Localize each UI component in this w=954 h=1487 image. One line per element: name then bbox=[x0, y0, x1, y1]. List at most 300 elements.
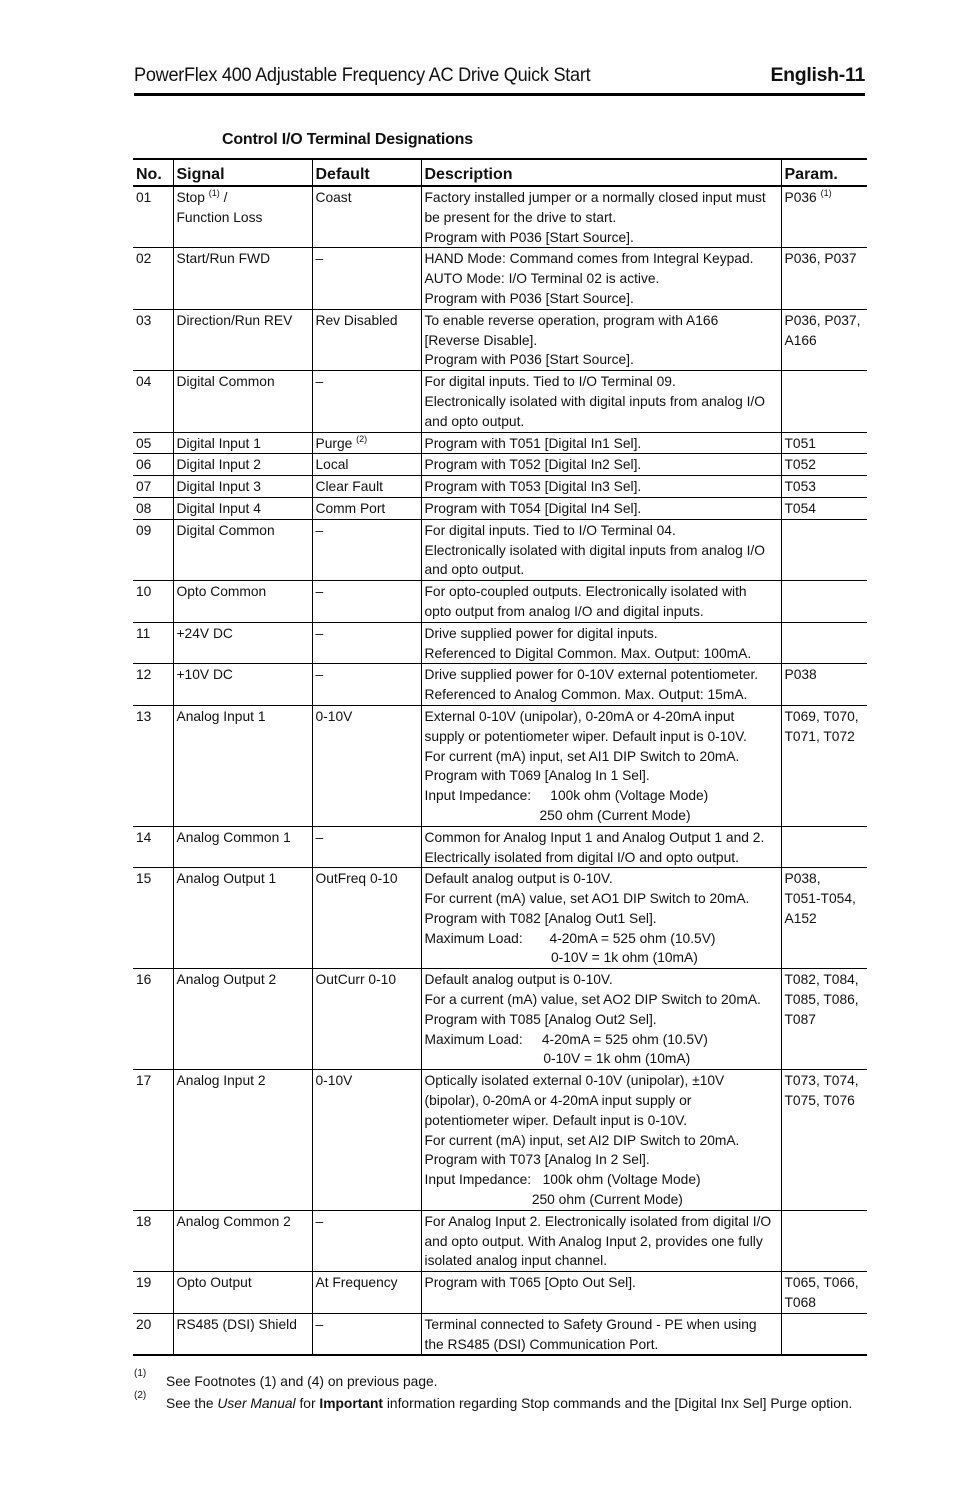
default-cell bbox=[312, 868, 421, 969]
default-text: – bbox=[315, 1316, 324, 1332]
terminal-number bbox=[133, 248, 173, 309]
footnote-1 bbox=[134, 1370, 874, 1392]
terminal-number bbox=[133, 581, 173, 623]
terminal-number-text: 14 bbox=[136, 829, 152, 845]
column-header-param: Param. bbox=[781, 159, 867, 186]
param-line bbox=[785, 1010, 865, 1030]
description-line: [Reverse Disable]. bbox=[424, 332, 538, 348]
terminal-number-text: 03 bbox=[136, 312, 152, 328]
signal-line bbox=[177, 249, 309, 269]
terminal-number bbox=[133, 454, 173, 476]
description-cell bbox=[421, 705, 781, 826]
signal-line bbox=[177, 521, 309, 541]
description-line: and opto output. With Analog Input 2, provides one fully bbox=[424, 1233, 763, 1249]
signal-text: Analog Input 1 bbox=[176, 708, 266, 724]
terminal-number-text: 01 bbox=[136, 190, 152, 205]
footnote-text-part: for bbox=[295, 1396, 320, 1411]
table-row bbox=[133, 705, 867, 826]
description-line: Drive supplied power for digital inputs. bbox=[424, 625, 658, 641]
signal-text: Analog Common 2 bbox=[176, 1213, 291, 1229]
description-line: isolated analog input channel. bbox=[424, 1253, 608, 1269]
description-line: Program with P036 [Start Source]. bbox=[424, 352, 634, 368]
default-text: Comm Port bbox=[315, 500, 386, 516]
table-title: Control I/O Terminal Designations bbox=[222, 131, 473, 148]
signal-line bbox=[177, 477, 309, 497]
terminal-number-text: 11 bbox=[136, 625, 151, 641]
table-row bbox=[133, 664, 867, 706]
param-cell bbox=[781, 476, 867, 498]
param-cell bbox=[781, 705, 867, 826]
default-cell bbox=[312, 705, 421, 826]
description-line: Electrically isolated from digital I/O and opto output. bbox=[424, 849, 739, 865]
param-line bbox=[785, 1293, 865, 1313]
default-text: – bbox=[315, 1213, 324, 1229]
description-cell bbox=[421, 868, 781, 969]
description-cell bbox=[421, 248, 781, 309]
param-cell bbox=[781, 497, 867, 519]
terminal-number bbox=[133, 309, 173, 370]
signal-text: Digital Common bbox=[176, 374, 275, 390]
param-line bbox=[785, 477, 865, 497]
param-cell bbox=[781, 519, 867, 580]
param-cell bbox=[781, 432, 867, 454]
footnote-ref: (1) bbox=[820, 188, 832, 198]
description-cell bbox=[421, 1070, 781, 1211]
signal-suffix: / bbox=[219, 190, 228, 205]
param-cell bbox=[781, 581, 867, 623]
signal-text: Digital Input 4 bbox=[176, 500, 261, 516]
description-line: and opto output. bbox=[424, 413, 525, 429]
signal-cell bbox=[173, 581, 312, 623]
param-line bbox=[785, 970, 865, 990]
description-line: Program with T052 [Digital In2 Sel]. bbox=[424, 457, 642, 473]
default-text: Rev Disabled bbox=[315, 312, 398, 328]
param-line bbox=[785, 311, 865, 331]
table-row bbox=[133, 309, 867, 370]
param-text: T052 bbox=[784, 457, 816, 473]
signal-text: Analog Common 1 bbox=[176, 829, 291, 845]
footnote-2 bbox=[134, 1392, 874, 1414]
description-line: Program with T054 [Digital In4 Sel]. bbox=[424, 500, 642, 516]
signal-text: Start/Run FWD bbox=[176, 251, 271, 267]
table-row bbox=[133, 969, 867, 1070]
signal-cell bbox=[173, 497, 312, 519]
param-cell bbox=[781, 1313, 867, 1355]
default-cell bbox=[312, 664, 421, 706]
description-line: For digital inputs. Tied to I/O Terminal 04. bbox=[424, 522, 676, 538]
signal-text: Analog Output 1 bbox=[176, 871, 277, 887]
description-line: Input Impedance: 100k ohm (Voltage Mode) bbox=[424, 1172, 701, 1188]
terminal-number-text: 09 bbox=[136, 522, 152, 538]
signal-cell bbox=[173, 371, 312, 432]
description-cell bbox=[421, 664, 781, 706]
param-line bbox=[785, 499, 865, 519]
signal-cell bbox=[173, 868, 312, 969]
terminal-designations-table bbox=[133, 158, 867, 1356]
description-line: For current (mA) input, set AI2 DIP Switch to 20mA. bbox=[424, 1132, 740, 1148]
description-cell bbox=[421, 826, 781, 868]
description-line: Default analog output is 0-10V. bbox=[424, 871, 613, 887]
param-cell bbox=[781, 309, 867, 370]
signal-line bbox=[177, 434, 309, 454]
description-cell bbox=[421, 1313, 781, 1355]
default-text: Coast bbox=[315, 190, 352, 205]
page-header bbox=[134, 58, 865, 96]
table-row bbox=[133, 1313, 867, 1355]
signal-line bbox=[177, 707, 309, 727]
document-title: PowerFlex 400 Adjustable Frequency AC Drive Quick Start bbox=[134, 64, 591, 86]
default-text: OutFreq 0-10 bbox=[315, 871, 398, 887]
default-cell bbox=[312, 826, 421, 868]
default-text: Clear Fault bbox=[315, 479, 383, 495]
signal-line bbox=[177, 188, 309, 208]
terminal-number-text: 02 bbox=[136, 251, 152, 267]
terminal-number bbox=[133, 432, 173, 454]
table-row bbox=[133, 1210, 867, 1271]
description-cell bbox=[421, 371, 781, 432]
param-line bbox=[785, 331, 865, 351]
terminal-number bbox=[133, 497, 173, 519]
terminal-number-text: 10 bbox=[136, 584, 152, 600]
description-line: Maximum Load: 4-20mA = 525 ohm (10.5V) bbox=[424, 1031, 708, 1047]
param-line bbox=[785, 727, 865, 747]
terminal-number bbox=[133, 476, 173, 498]
column-header-description: Description bbox=[421, 159, 781, 186]
param-text: T071, T072 bbox=[784, 728, 855, 744]
param-text: T073, T074, bbox=[784, 1073, 859, 1089]
table-body bbox=[133, 186, 867, 1355]
param-line bbox=[785, 1091, 865, 1111]
description-line: 0-10V = 1k ohm (10mA) bbox=[424, 1051, 691, 1067]
default-cell bbox=[312, 432, 421, 454]
terminal-number bbox=[133, 868, 173, 969]
description-cell bbox=[421, 476, 781, 498]
default-cell bbox=[312, 622, 421, 664]
param-text: T069, T070, bbox=[784, 708, 859, 724]
param-line bbox=[785, 990, 865, 1010]
terminal-number-text: 18 bbox=[136, 1213, 152, 1229]
column-header-default: Default bbox=[312, 159, 421, 186]
description-line: For current (mA) input, set AI1 DIP Switch to 20mA. bbox=[424, 748, 740, 764]
description-line: For digital inputs. Tied to I/O Terminal 09. bbox=[424, 374, 676, 390]
description-line: 250 ohm (Current Mode) bbox=[424, 807, 691, 823]
important-label: Important bbox=[319, 1396, 384, 1411]
description-line: Program with T069 [Analog In 1 Sel]. bbox=[424, 768, 650, 784]
description-cell bbox=[421, 432, 781, 454]
param-cell bbox=[781, 1070, 867, 1211]
terminal-number-text: 20 bbox=[136, 1316, 152, 1332]
description-line: Program with P036 [Start Source]. bbox=[424, 290, 634, 306]
param-cell bbox=[781, 1210, 867, 1271]
param-text: T075, T076 bbox=[784, 1093, 855, 1109]
terminal-number-text: 04 bbox=[136, 374, 152, 390]
description-line: For opto-coupled outputs. Electronically isolated with bbox=[424, 584, 747, 600]
default-cell bbox=[312, 1210, 421, 1271]
param-text: T085, T086, bbox=[784, 992, 859, 1008]
default-text: – bbox=[315, 584, 324, 600]
description-line: Program with T065 [Opto Out Sel]. bbox=[424, 1275, 636, 1291]
description-line: Program with T051 [Digital In1 Sel]. bbox=[424, 435, 642, 451]
description-line: Electronically isolated with digital inputs from analog I/O bbox=[424, 393, 765, 409]
param-line bbox=[785, 869, 865, 889]
param-text: P036 bbox=[784, 190, 817, 205]
param-text: T051-T054, bbox=[784, 891, 856, 907]
param-text: T065, T066, bbox=[784, 1275, 859, 1291]
default-text: – bbox=[315, 251, 324, 267]
description-line: and opto output. bbox=[424, 562, 525, 578]
default-text: – bbox=[315, 625, 324, 641]
default-cell bbox=[312, 519, 421, 580]
signal-line bbox=[177, 624, 309, 644]
signal-cell bbox=[173, 476, 312, 498]
terminal-number-text: 07 bbox=[136, 479, 152, 495]
table-row bbox=[133, 432, 867, 454]
signal-cell bbox=[173, 705, 312, 826]
terminal-number bbox=[133, 519, 173, 580]
default-text: Local bbox=[315, 457, 349, 473]
signal-line bbox=[177, 970, 309, 990]
description-line: Factory installed jumper or a normally closed input must bbox=[424, 190, 766, 205]
table-row bbox=[133, 622, 867, 664]
param-cell bbox=[781, 622, 867, 664]
param-line bbox=[785, 1273, 865, 1293]
signal-text: Analog Output 2 bbox=[176, 972, 277, 988]
signal-text: Direction/Run REV bbox=[176, 312, 293, 328]
signal-text: Opto Output bbox=[176, 1275, 252, 1291]
signal-line bbox=[177, 828, 309, 848]
param-text: A152 bbox=[784, 910, 817, 926]
default-cell bbox=[312, 454, 421, 476]
signal-text: Digital Input 3 bbox=[176, 479, 261, 495]
param-text: P038 bbox=[784, 667, 817, 683]
footnotes bbox=[134, 1370, 874, 1414]
param-line bbox=[785, 707, 865, 727]
param-cell bbox=[781, 186, 867, 248]
signal-cell bbox=[173, 664, 312, 706]
description-line: Input Impedance: 100k ohm (Voltage Mode) bbox=[424, 788, 709, 804]
default-text: 0-10V bbox=[315, 1073, 353, 1089]
description-line: For a current (mA) value, set AO2 DIP Switch to 20mA. bbox=[424, 992, 761, 1008]
signal-line bbox=[177, 1212, 309, 1232]
description-cell bbox=[421, 309, 781, 370]
description-line: Referenced to Digital Common. Max. Output: 100mA. bbox=[424, 645, 752, 661]
table-row bbox=[133, 454, 867, 476]
terminal-number-text: 08 bbox=[136, 500, 152, 516]
page-number: English-11 bbox=[770, 64, 865, 86]
table-row bbox=[133, 186, 867, 248]
terminal-number-text: 05 bbox=[136, 435, 152, 451]
description-cell bbox=[421, 497, 781, 519]
signal-line bbox=[177, 372, 309, 392]
param-cell bbox=[781, 248, 867, 309]
table-row bbox=[133, 371, 867, 432]
description-cell bbox=[421, 454, 781, 476]
param-cell bbox=[781, 371, 867, 432]
description-line: Program with T085 [Analog Out2 Sel]. bbox=[424, 1011, 657, 1027]
table-row bbox=[133, 868, 867, 969]
description-line: Maximum Load: 4-20mA = 525 ohm (10.5V) bbox=[424, 930, 716, 946]
signal-text: Function Loss bbox=[176, 209, 263, 225]
description-line: For current (mA) value, set AO1 DIP Switch to 20mA. bbox=[424, 891, 750, 907]
default-text: – bbox=[315, 829, 324, 845]
description-line: Program with T073 [Analog In 2 Sel]. bbox=[424, 1152, 650, 1168]
description-cell bbox=[421, 519, 781, 580]
description-line: Electronically isolated with digital inputs from analog I/O bbox=[424, 542, 765, 558]
table-row bbox=[133, 497, 867, 519]
signal-cell bbox=[173, 1313, 312, 1355]
signal-text: Digital Input 2 bbox=[176, 457, 261, 473]
default-cell bbox=[312, 248, 421, 309]
param-line bbox=[785, 665, 865, 685]
description-cell bbox=[421, 1272, 781, 1314]
default-cell bbox=[312, 476, 421, 498]
default-text: – bbox=[315, 374, 324, 390]
signal-line bbox=[177, 208, 309, 228]
signal-cell bbox=[173, 1210, 312, 1271]
terminal-number-text: 12 bbox=[136, 667, 152, 683]
param-text: P038, bbox=[784, 871, 821, 887]
description-line: be present for the drive to start. bbox=[424, 209, 617, 225]
terminal-number bbox=[133, 664, 173, 706]
terminal-number bbox=[133, 826, 173, 868]
default-text: Purge bbox=[315, 435, 353, 451]
description-cell bbox=[421, 969, 781, 1070]
description-line: Optically isolated external 0-10V (unipolar), ±10V bbox=[424, 1073, 725, 1089]
description-line: For Analog Input 2. Electronically isolated from digital I/O bbox=[424, 1213, 772, 1229]
table-row bbox=[133, 1272, 867, 1314]
signal-line bbox=[177, 582, 309, 602]
description-line: Referenced to Analog Common. Max. Output: 15mA. bbox=[424, 687, 748, 703]
signal-cell bbox=[173, 309, 312, 370]
terminal-number-text: 13 bbox=[136, 708, 152, 724]
terminal-number bbox=[133, 1272, 173, 1314]
default-cell bbox=[312, 1272, 421, 1314]
description-line: opto output from analog I/O and digital inputs. bbox=[424, 603, 704, 619]
table-row bbox=[133, 1070, 867, 1211]
param-line bbox=[785, 434, 865, 454]
signal-text: Analog Input 2 bbox=[176, 1073, 266, 1089]
description-cell bbox=[421, 622, 781, 664]
param-text: T068 bbox=[784, 1295, 816, 1311]
terminal-number-text: 16 bbox=[136, 972, 152, 988]
terminal-number-text: 15 bbox=[136, 871, 152, 887]
table-row bbox=[133, 826, 867, 868]
param-text: T082, T084, bbox=[784, 972, 859, 988]
param-text: T053 bbox=[784, 479, 816, 495]
param-line bbox=[785, 455, 865, 475]
table-row bbox=[133, 581, 867, 623]
default-cell bbox=[312, 309, 421, 370]
default-cell bbox=[312, 1070, 421, 1211]
table-row bbox=[133, 248, 867, 309]
signal-cell bbox=[173, 1070, 312, 1211]
signal-cell bbox=[173, 969, 312, 1070]
footnote-ref: (1) bbox=[208, 188, 220, 198]
default-text: At Frequency bbox=[315, 1275, 398, 1291]
terminal-number bbox=[133, 371, 173, 432]
signal-text: Stop bbox=[176, 190, 205, 205]
param-cell bbox=[781, 969, 867, 1070]
description-line: AUTO Mode: I/O Terminal 02 is active. bbox=[424, 271, 660, 287]
param-cell bbox=[781, 454, 867, 476]
signal-cell bbox=[173, 519, 312, 580]
param-cell bbox=[781, 664, 867, 706]
footnote-text bbox=[166, 1396, 852, 1411]
param-text: A166 bbox=[784, 332, 817, 348]
signal-text: +24V DC bbox=[176, 625, 233, 641]
default-cell bbox=[312, 581, 421, 623]
default-cell bbox=[312, 497, 421, 519]
description-line: Terminal connected to Safety Ground - PE when using bbox=[424, 1316, 757, 1332]
default-text: 0-10V bbox=[315, 708, 353, 724]
description-line: supply or potentiometer wiper. Default input is 0-10V. bbox=[424, 728, 747, 744]
description-line: (bipolar), 0-20mA or 4-20mA input supply or bbox=[424, 1093, 692, 1109]
terminal-number-text: 19 bbox=[136, 1275, 152, 1291]
param-line bbox=[785, 249, 865, 269]
signal-text: +10V DC bbox=[176, 667, 233, 683]
signal-text: RS485 (DSI) Shield bbox=[176, 1316, 297, 1332]
footnote-ref: (2) bbox=[356, 433, 368, 444]
default-cell bbox=[312, 371, 421, 432]
terminal-number bbox=[133, 705, 173, 826]
param-line bbox=[785, 889, 865, 909]
signal-cell bbox=[173, 432, 312, 454]
description-line: Program with T053 [Digital In3 Sel]. bbox=[424, 479, 642, 495]
default-cell bbox=[312, 1313, 421, 1355]
param-text: P036, P037 bbox=[784, 251, 857, 267]
description-line: 250 ohm (Current Mode) bbox=[424, 1192, 683, 1208]
param-cell bbox=[781, 868, 867, 969]
param-text: T051 bbox=[784, 435, 816, 451]
param-cell bbox=[781, 826, 867, 868]
signal-line bbox=[177, 665, 309, 685]
description-line: HAND Mode: Command comes from Integral Keypad. bbox=[424, 251, 754, 267]
signal-text: Digital Input 1 bbox=[176, 435, 261, 451]
default-text: – bbox=[315, 667, 324, 683]
param-line bbox=[785, 909, 865, 929]
default-cell bbox=[312, 186, 421, 248]
signal-text: Opto Common bbox=[176, 584, 267, 600]
column-header-signal: Signal bbox=[173, 159, 312, 186]
terminal-number bbox=[133, 969, 173, 1070]
description-line: External 0-10V (unipolar), 0-20mA or 4-20mA input bbox=[424, 708, 735, 724]
signal-line bbox=[177, 1315, 309, 1335]
param-line bbox=[785, 188, 865, 208]
signal-line bbox=[177, 869, 309, 889]
terminal-number bbox=[133, 186, 173, 248]
signal-cell bbox=[173, 248, 312, 309]
table-header-row bbox=[133, 159, 867, 186]
description-line: Program with T082 [Analog Out1 Sel]. bbox=[424, 910, 657, 926]
signal-line bbox=[177, 499, 309, 519]
signal-cell bbox=[173, 622, 312, 664]
signal-line bbox=[177, 1273, 309, 1293]
terminal-number bbox=[133, 1070, 173, 1211]
signal-text: Digital Common bbox=[176, 522, 275, 538]
description-line: Drive supplied power for 0-10V external potentiometer. bbox=[424, 667, 759, 683]
user-manual-reference: User Manual bbox=[217, 1396, 296, 1411]
param-text: T087 bbox=[784, 1011, 816, 1027]
table-row bbox=[133, 519, 867, 580]
signal-cell bbox=[173, 1272, 312, 1314]
terminal-number bbox=[133, 622, 173, 664]
terminal-number bbox=[133, 1210, 173, 1271]
signal-line bbox=[177, 311, 309, 331]
signal-cell bbox=[173, 186, 312, 248]
signal-line bbox=[177, 455, 309, 475]
description-line: Program with P036 [Start Source]. bbox=[424, 229, 634, 245]
signal-cell bbox=[173, 454, 312, 476]
